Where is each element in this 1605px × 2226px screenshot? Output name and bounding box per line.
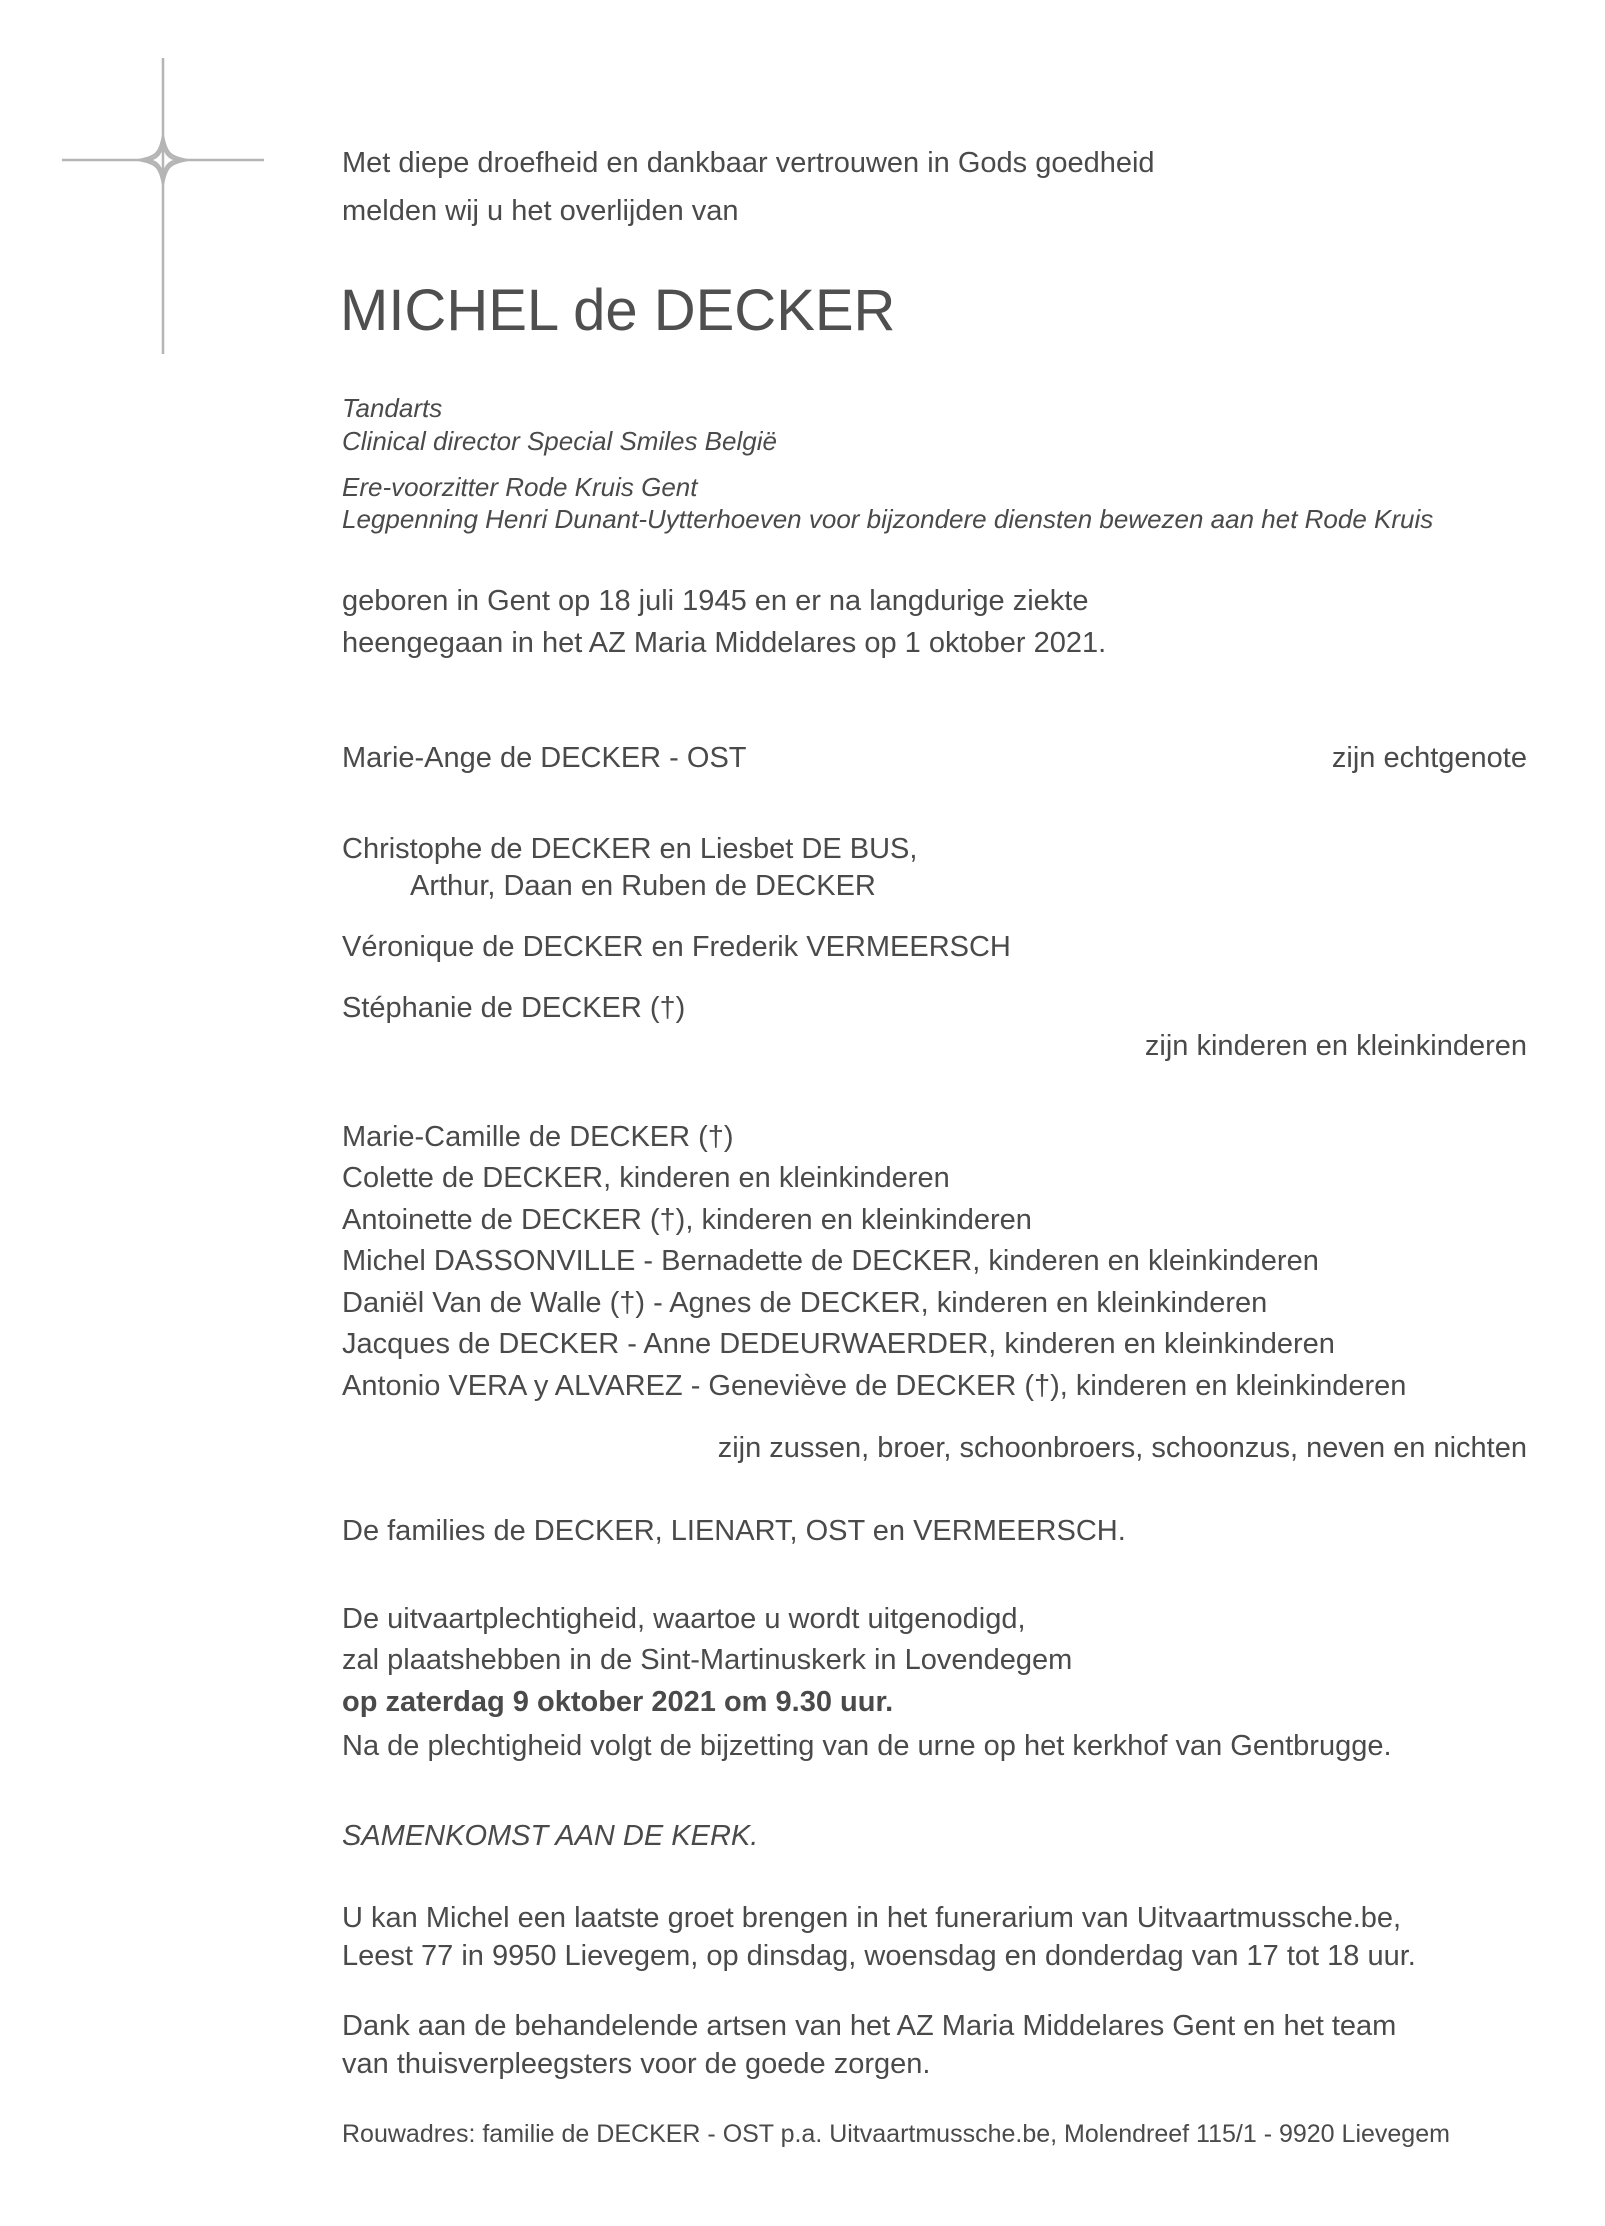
intro-line-2: melden wij u het overlijden van xyxy=(342,195,739,227)
grandchildren-line: Arthur, Daan en Ruben de DECKER xyxy=(410,870,876,902)
cross-icon xyxy=(62,58,264,354)
funeral-line: zal plaatshebben in de Sint-Martinuskerk in Lovendegem xyxy=(342,1644,1073,1676)
birth-death-line: geboren in Gent op 18 juli 1945 en er na langdurige ziekte xyxy=(342,585,1089,617)
title-line: Ere-voorzitter Rode Kruis Gent xyxy=(342,472,698,502)
sibling-line: Antoinette de DECKER (†), kinderen en kleinkinderen xyxy=(342,1204,1032,1236)
spouse-relation: zijn echtgenote xyxy=(1331,742,1527,774)
funeral-date: op zaterdag 9 oktober 2021 om 9.30 uur. xyxy=(342,1686,894,1718)
sibling-line: Michel DASSONVILLE - Bernadette de DECKER, kinderen en kleinkinderen xyxy=(342,1245,1319,1277)
thanks-line: van thuisverpleegsters voor de goede zorgen. xyxy=(342,2048,931,2080)
deceased-name: MICHEL de DECKER xyxy=(340,278,896,343)
thanks-line: Dank aan de behandelende artsen van het AZ Maria Middelares Gent en het team xyxy=(342,2010,1397,2042)
gathering-note: SAMENKOMST AAN DE KERK. xyxy=(342,1820,759,1852)
title-line: Tandarts xyxy=(342,393,443,423)
intro-line-1: Met diepe droefheid en dankbaar vertrouwen in Gods goedheid xyxy=(342,147,1155,179)
siblings-relation: zijn zussen, broer, schoonbroers, schoonzus, neven en nichten xyxy=(717,1432,1527,1464)
child-line: Stéphanie de DECKER (†) xyxy=(342,992,686,1024)
funeral-line: De uitvaartplechtigheid, waartoe u wordt uitgenodigd, xyxy=(342,1603,1026,1635)
sibling-line: Antonio VERA y ALVAREZ - Geneviève de DECKER (†), kinderen en kleinkinderen xyxy=(342,1370,1407,1402)
sibling-line: Colette de DECKER, kinderen en kleinkinderen xyxy=(342,1162,950,1194)
spouse-name: Marie-Ange de DECKER - OST xyxy=(342,742,747,774)
child-line: Christophe de DECKER en Liesbet DE BUS, xyxy=(342,833,918,865)
visit-line: U kan Michel een laatste groet brengen in het funerarium van Uitvaartmussche.be, xyxy=(342,1902,1402,1934)
title-line: Clinical director Special Smiles België xyxy=(342,426,777,456)
children-relation: zijn kinderen en kleinkinderen xyxy=(1144,1030,1527,1062)
mourning-address: Rouwadres: familie de DECKER - OST p.a. Uitvaartmussche.be, Molendreef 115/1 - 9920 Lievegem xyxy=(342,2120,1450,2148)
funeral-line: Na de plechtigheid volgt de bijzetting van de urne op het kerkhof van Gentbrugge. xyxy=(342,1730,1392,1762)
sibling-line: Daniël Van de Walle (†) - Agnes de DECKER, kinderen en kleinkinderen xyxy=(342,1287,1268,1319)
birth-death-line: heengegaan in het AZ Maria Middelares op 1 oktober 2021. xyxy=(342,627,1107,659)
title-line: Legpenning Henri Dunant-Uytterhoeven voor bijzondere diensten bewezen aan het Rode Kruis xyxy=(342,504,1434,534)
child-line: Véronique de DECKER en Frederik VERMEERSCH xyxy=(342,931,1011,963)
sibling-line: Jacques de DECKER - Anne DEDEURWAERDER, kinderen en kleinkinderen xyxy=(342,1328,1335,1360)
families-line: De families de DECKER, LIENART, OST en VERMEERSCH. xyxy=(342,1515,1126,1547)
sibling-line: Marie-Camille de DECKER (†) xyxy=(342,1121,734,1153)
visit-line: Leest 77 in 9950 Lievegem, op dinsdag, woensdag en donderdag van 17 tot 18 uur. xyxy=(342,1940,1416,1972)
